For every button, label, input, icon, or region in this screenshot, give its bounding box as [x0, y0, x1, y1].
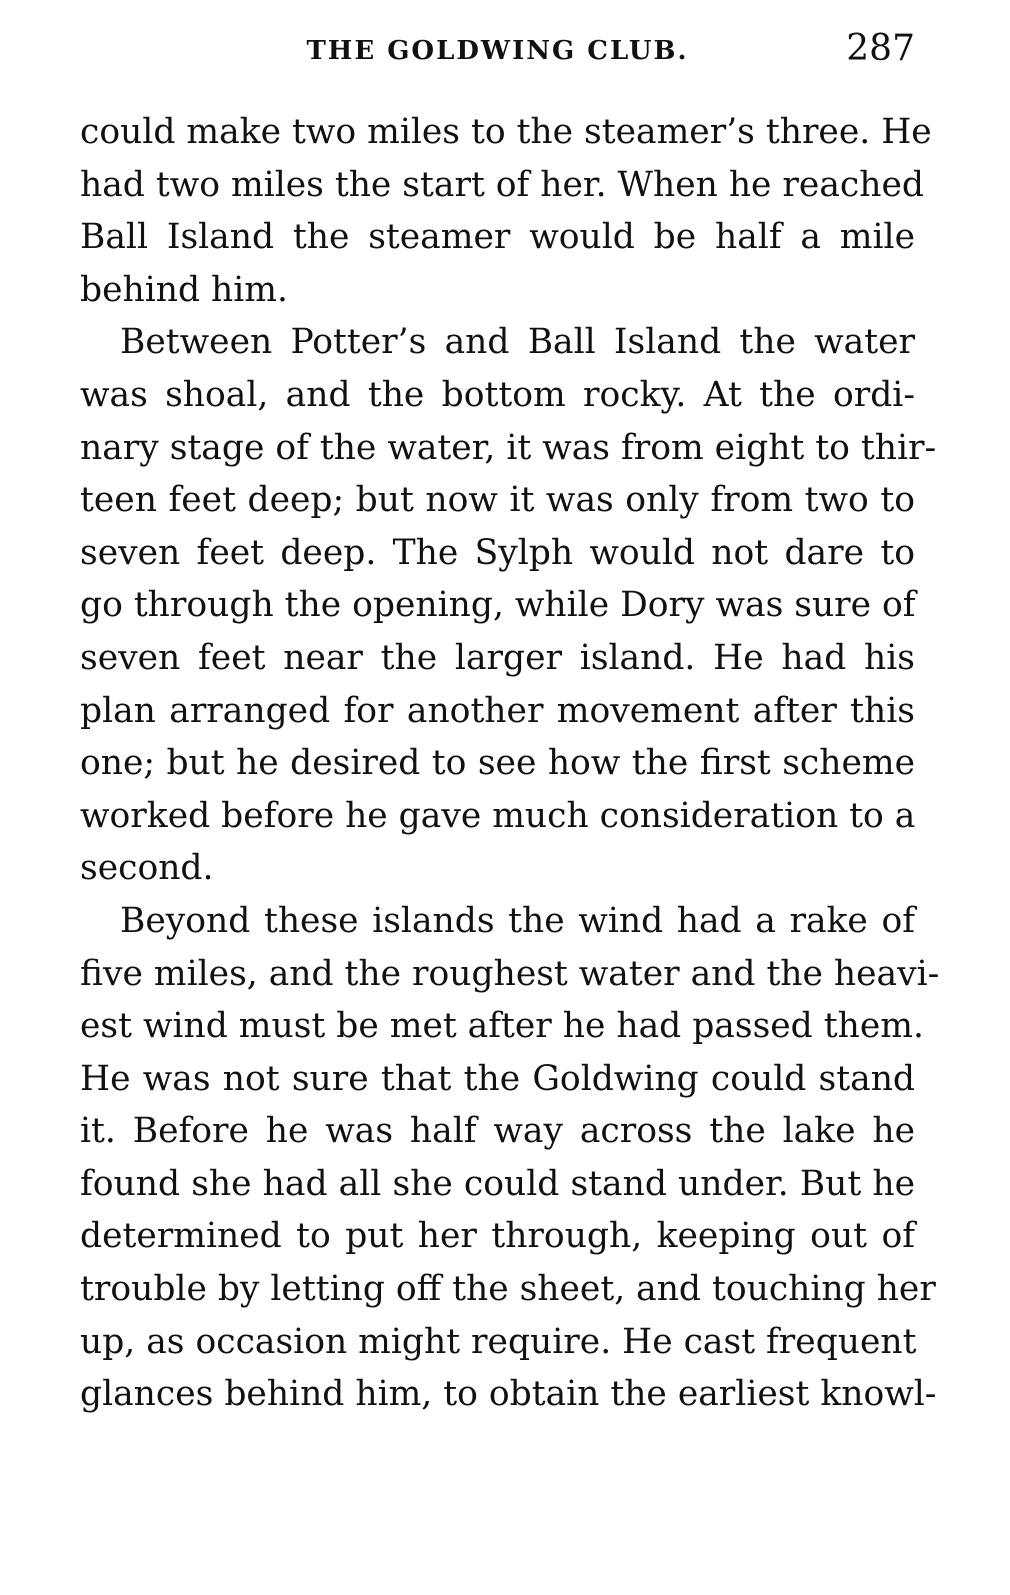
text-line: found she had all she could stand under. But he	[80, 1163, 915, 1204]
text-line: was shoal, and the bottom rocky. At the ordi-	[80, 374, 915, 415]
text-line: seven feet near the larger island. He had his	[80, 637, 915, 678]
text-line: worked before he gave much consideration to a	[80, 795, 916, 836]
body-text	[80, 106, 940, 1421]
text-line: determined to put her through, keeping out of	[80, 1216, 915, 1257]
running-head: THE GOLDWING CLUB.	[306, 36, 689, 66]
text-line: Beyond these islands the wind had a rake of	[120, 900, 915, 941]
text-line: teen feet deep; but now it was only from two to	[80, 480, 915, 521]
text-line: nary stage of the water, it was from eight to thir-	[80, 427, 937, 468]
text-line: go through the opening, while Dory was sure of	[80, 585, 916, 626]
text-line: est wind must be met after he had passed them.	[80, 1006, 924, 1047]
text-line: seven feet deep. The Sylph would not dare to	[80, 532, 915, 573]
text-line: up, as occasion might require. He cast frequent	[80, 1321, 917, 1362]
text-line: plan arranged for another movement after this	[80, 690, 915, 731]
text-line: trouble by letting off the sheet, and touching her	[80, 1269, 936, 1310]
text-line: one; but he desired to see how the first scheme	[80, 743, 915, 784]
text-line: second.	[80, 848, 214, 889]
text-line: it. Before he was half way across the lake he	[80, 1111, 915, 1152]
text-line: could make two miles to the steamer’s three. He	[80, 112, 932, 152]
text-line: had two miles the start of her. When he reached	[80, 164, 924, 205]
page-header	[80, 28, 915, 78]
text-line: Ball Island the steamer would be half a mile	[80, 217, 915, 258]
text-line: glances behind him, to obtain the earliest knowl-	[80, 1374, 937, 1415]
text-line: He was not sure that the Goldwing could stand	[80, 1058, 915, 1099]
text-line: Between Potter’s and Ball Island the water	[120, 322, 915, 363]
page-number: 287	[846, 28, 915, 69]
text-line: five miles, and the roughest water and the heavi-	[80, 953, 940, 994]
text-line: behind him.	[80, 269, 288, 310]
